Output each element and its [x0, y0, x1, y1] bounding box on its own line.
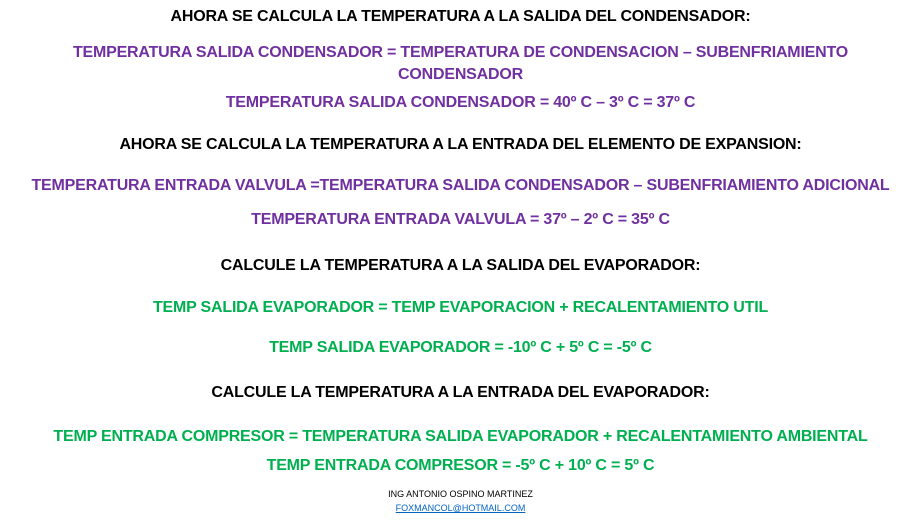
email-link[interactable]: FOXMANCOL@HOTMAIL.COM	[395, 503, 526, 513]
heading-condensador-exit: AHORA SE CALCULA LA TEMPERATURA A LA SALIDA DEL CONDENSADOR:	[170, 8, 751, 25]
email-credit	[0, 503, 921, 513]
formula-evaporator-exit: TEMP SALIDA EVAPORADOR = TEMP EVAPORACION + RECALENTAMIENTO UTIL	[152, 299, 769, 316]
result-compressor-entry: TEMP ENTRADA COMPRESOR = -5º C + 10º C = 5º C	[266, 457, 655, 474]
result-condensador-exit: TEMPERATURA SALIDA CONDENSADOR = 40º C – 3º C = 37º C	[225, 94, 696, 111]
formula-compressor-entry: TEMP ENTRADA COMPRESOR = TEMPERATURA SALIDA EVAPORADOR + RECALENTAMIENTO AMBIENTAL	[53, 428, 868, 445]
result-evaporator-exit: TEMP SALIDA EVAPORADOR = -10º C + 5º C = -5º C	[269, 339, 652, 356]
formula-condensador-exit-line1: TEMPERATURA SALIDA CONDENSADOR = TEMPERATURA DE CONDENSACION – SUBENFRIAMIENTO	[72, 44, 849, 61]
heading-expansion-entry: AHORA SE CALCULA LA TEMPERATURA A LA ENTRADA DEL ELEMENTO DE EXPANSION:	[119, 136, 802, 153]
author-credit: ING ANTONIO OSPINO MARTINEZ	[388, 489, 533, 499]
heading-evaporator-exit: CALCULE LA TEMPERATURA A LA SALIDA DEL EVAPORADOR:	[220, 257, 701, 274]
result-valve-entry: TEMPERATURA ENTRADA VALVULA = 37º – 2º C = 35º C	[251, 211, 670, 228]
formula-valve-entry: TEMPERATURA ENTRADA VALVULA =TEMPERATURA SALIDA CONDENSADOR – SUBENFRIAMIENTO ADICIONAL	[31, 177, 890, 194]
formula-condensador-exit-line2: CONDENSADOR	[398, 66, 523, 83]
heading-evaporator-entry: CALCULE LA TEMPERATURA A LA ENTRADA DEL EVAPORADOR:	[211, 384, 710, 401]
